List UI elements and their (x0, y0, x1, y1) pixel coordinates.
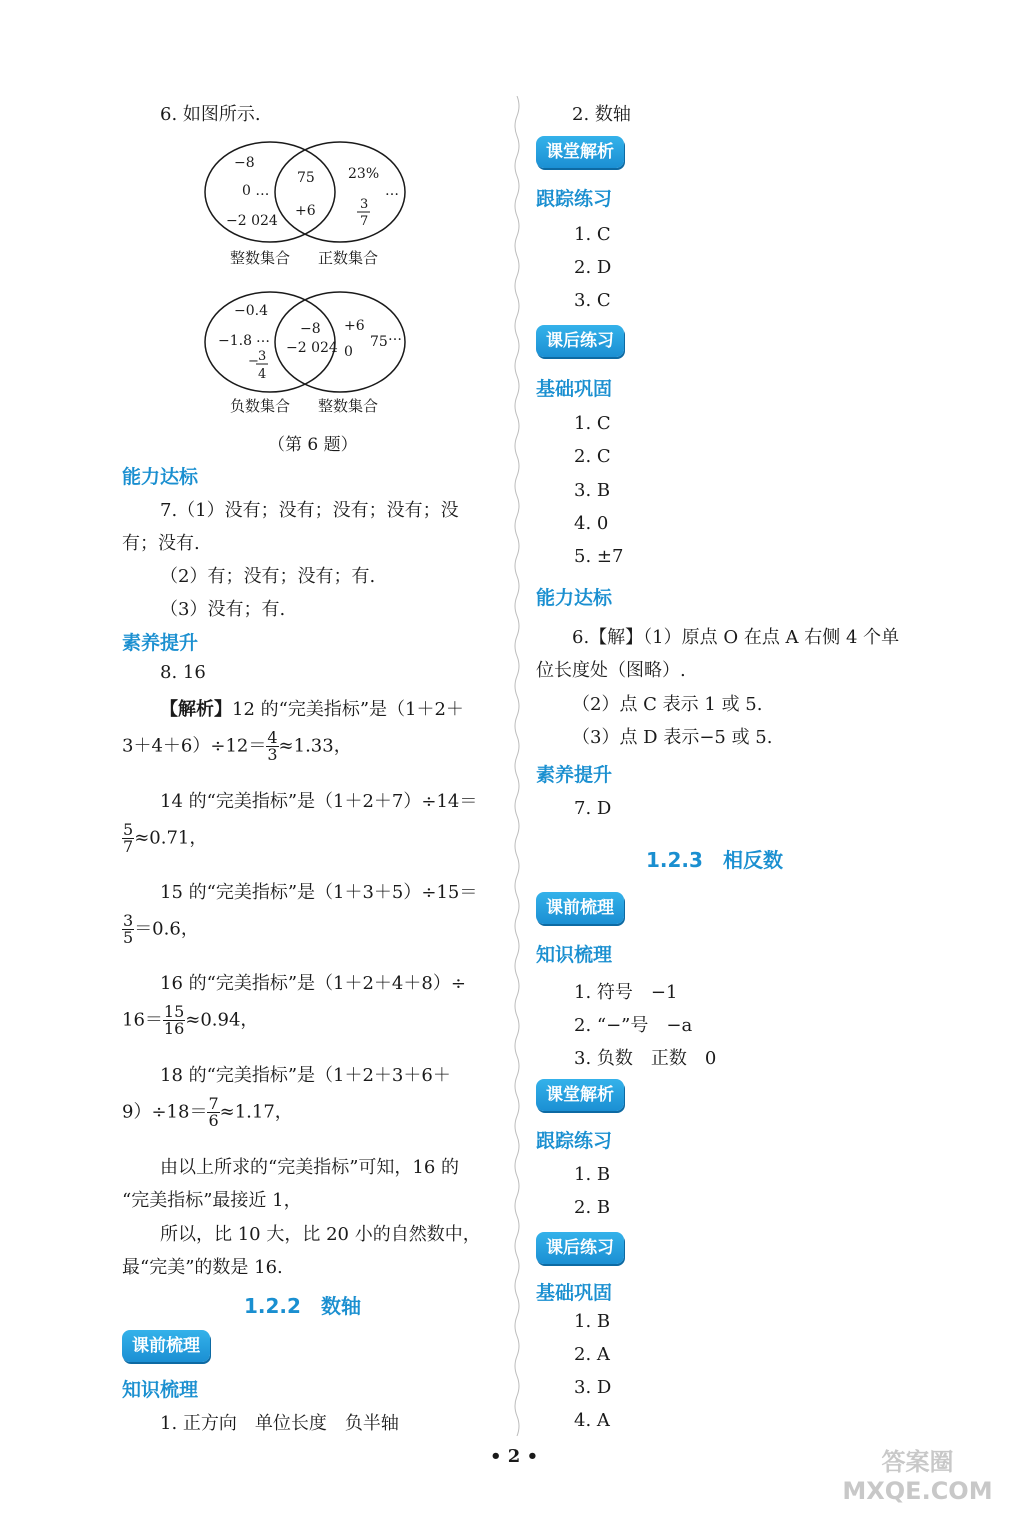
heading-zhishi: 知识梳理 (122, 1379, 199, 1401)
heading-jichu: 基础巩固 (536, 378, 613, 400)
page-number: • 2 • (490, 1446, 539, 1467)
venn2-frac-den: 4 (258, 367, 267, 382)
answer-line: 6.【解】（1）原点 O 在点 A 右侧 4 个单 (572, 627, 900, 648)
solution-line: “完美指标”最接近 1， (122, 1190, 302, 1211)
solution-line: 【解析】12 的“完美指标”是（1＋2＋ (160, 699, 464, 720)
venn2-mid-item: −2 024 (286, 340, 338, 356)
answer-line: 3. C (574, 290, 611, 311)
solution-line: 由以上所求的“完美指标”可知，16 的 (160, 1157, 460, 1178)
heading-genzong: 跟踪练习 (536, 188, 613, 210)
answer-line: 2. “−”号 −a (574, 1015, 693, 1036)
answer-line: 3. B (574, 480, 611, 501)
venn1-left-item: −8 (234, 155, 255, 171)
venn1-frac-den: 7 (360, 214, 369, 229)
venn2-frac-num: 3 (258, 349, 267, 364)
heading-nengli: 能力达标 (122, 466, 199, 488)
fraction: $\frac{15}{16}$ (163, 1002, 185, 1038)
solution-line: 9）÷18＝ $\frac{7}{6}$ ≈1.17， (122, 1094, 293, 1130)
answer-line: 2. C (574, 446, 611, 467)
answer-line: 1. 符号 −1 (574, 982, 678, 1003)
heading-jichu: 基础巩固 (536, 1282, 613, 1304)
venn2-frac-sign: − (248, 354, 259, 369)
solution-line: 14 的“完美指标”是（1＋2＋7）÷14＝ (160, 791, 478, 812)
venn1-label-left: 整数集合 (230, 249, 291, 267)
answer-line: 3. D (574, 1377, 612, 1398)
answer-line: 1. B (574, 1164, 611, 1185)
heading-suyang: 素养提升 (536, 764, 613, 786)
fraction: $\frac{7}{6}$ (208, 1094, 219, 1130)
answer-line: 1. C (574, 413, 611, 434)
heading-zhishi: 知识梳理 (536, 944, 613, 966)
venn1-frac-num: 3 (360, 197, 369, 212)
badge-ktjx: 课堂解析 (536, 136, 624, 168)
venn-diagram-integers-positives (200, 140, 415, 275)
watermark-logo: 答案圈 MXQE.COM (842, 1448, 993, 1505)
answer-line: 2. B (574, 1197, 611, 1218)
venn2-left-item: … (256, 330, 270, 346)
answer-line: 位长度处（图略）. (536, 660, 686, 681)
answer-line: 4. A (574, 1410, 610, 1431)
fraction: $\frac{4}{3}$ (267, 728, 278, 764)
fraction: $\frac{3}{5}$ (123, 911, 134, 947)
solution-tag: 【解析】 (160, 699, 232, 720)
solution-line: 所以，比 10 大，比 20 小的自然数中， (160, 1224, 481, 1245)
answer-line: （3）点 D 表示−5 或 5. (572, 727, 773, 748)
solution-line: 16＝ $\frac{15}{16}$ ≈0.94， (122, 1002, 259, 1038)
answer-line: 8. 16 (160, 662, 206, 683)
heading-genzong: 跟踪练习 (536, 1130, 613, 1152)
venn1-label-right: 正数集合 (318, 249, 379, 267)
venn2-mid-item: −8 (300, 321, 321, 337)
answer-line: （3）没有；有. (160, 599, 286, 620)
venn2-right-item: +6 (344, 318, 365, 334)
venn2-right-item: 75 (370, 334, 388, 350)
answer-line: 2. 数轴 (572, 104, 631, 125)
venn1-mid-item: 75 (297, 170, 315, 186)
solution-line: 16 的“完美指标”是（1＋2＋4＋8）÷ (160, 973, 466, 994)
badge-kqsl: 课前梳理 (536, 892, 624, 924)
venn2-label-right: 整数集合 (318, 397, 379, 415)
answer-line: 2. A (574, 1344, 610, 1365)
answer-line: 2. D (574, 257, 612, 278)
answer-line: （2）点 C 表示 1 或 5. (572, 694, 763, 715)
answer-line: 有；没有. (122, 533, 200, 554)
venn1-left-item: −2 024 (226, 213, 278, 229)
solution-line: $\frac{3}{5}$ ＝0.6， (123, 911, 199, 947)
section-title-1-2-3: 1.2.3 相反数 (646, 848, 783, 872)
venn2-label-left: 负数集合 (230, 397, 291, 415)
solution-line: $\frac{5}{7}$ ≈0.71， (123, 820, 208, 856)
heading-nengli: 能力达标 (536, 587, 613, 609)
question-6: 6. 如图所示. (160, 104, 261, 125)
venn1-mid-item: +6 (295, 203, 316, 219)
venn2-right-item: … (388, 328, 402, 344)
badge-khlx: 课后练习 (536, 1232, 624, 1264)
badge-kqsl: 课前梳理 (122, 1330, 210, 1362)
column-divider (513, 96, 521, 1436)
answer-line: 4. 0 (574, 513, 609, 534)
fraction: $\frac{5}{7}$ (123, 820, 134, 856)
venn-diagram-negatives-integers (200, 290, 415, 422)
figure-caption: （第 6 题） (268, 435, 358, 455)
section-title-1-2-2: 1.2.2 数轴 (244, 1294, 361, 1318)
venn2-left-item: −0.4 (234, 303, 268, 319)
answer-line: 3. 负数 正数 0 (574, 1048, 717, 1069)
solution-line: 3＋4＋6）÷12＝ $\frac{4}{3}$ ≈1.33， (122, 728, 352, 764)
solution-line: 18 的“完美指标”是（1＋2＋3＋6＋ (160, 1065, 451, 1086)
heading-suyang: 素养提升 (122, 632, 199, 654)
badge-ktjx: 课堂解析 (536, 1079, 624, 1111)
venn2-right-item: 0 (344, 344, 353, 360)
badge-khlx: 课后练习 (536, 325, 624, 357)
answer-line: 1. C (574, 224, 611, 245)
solution-line: 15 的“完美指标”是（1＋3＋5）÷15＝ (160, 882, 478, 903)
venn1-right-item: 23% (348, 166, 380, 182)
venn1-right-item: … (385, 183, 399, 199)
answer-line: 7. D (574, 798, 612, 819)
venn2-left-item: −1.8 (218, 333, 252, 349)
answer-line: （2）有；没有；没有；有. (160, 566, 376, 587)
answer-line: 7.（1）没有；没有；没有；没有；没 (160, 500, 459, 521)
solution-line: 最“完美”的数是 16. (122, 1257, 283, 1278)
answer-line: 5. ±7 (574, 546, 624, 567)
answer-line: 1. B (574, 1311, 611, 1332)
venn1-left-item: 0 … (242, 183, 270, 199)
answer-line: 1. 正方向 单位长度 负半轴 (160, 1413, 399, 1434)
